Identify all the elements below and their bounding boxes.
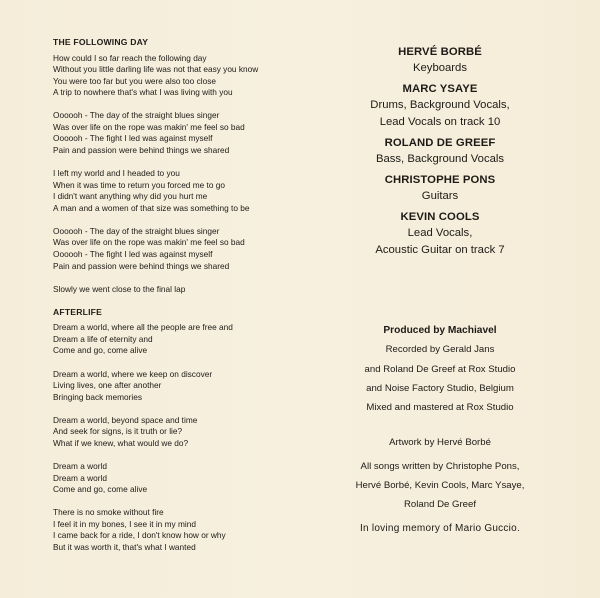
member-role: Drums, Background Vocals, xyxy=(370,99,510,111)
stanza xyxy=(53,110,323,156)
production-credits xyxy=(330,321,550,538)
member-name: MARC YSAYE xyxy=(402,83,478,95)
lyric-line: I came back for a ride, I don't know how or why xyxy=(53,530,226,541)
songwriting-line: Hervé Borbé, Kevin Cools, Marc Ysaye, xyxy=(355,480,525,492)
lyric-line: Living lives, one after another xyxy=(53,380,162,391)
stanza xyxy=(53,461,323,496)
lyric-line: Dream a life of eternity and xyxy=(53,333,153,344)
stanza xyxy=(53,322,323,357)
stanza xyxy=(53,284,323,296)
member-roland-de-greef xyxy=(340,136,540,168)
song-title: AFTERLIFE xyxy=(53,306,103,317)
lyric-line: Bringing back memories xyxy=(53,391,142,402)
lyric-line: Oooooh - The day of the straight blues singer xyxy=(53,110,220,121)
lyric-line: Without you little darling life was not that easy you know xyxy=(53,64,259,75)
lyric-line: Was over life on the rope was makin' me feel so bad xyxy=(53,237,245,248)
memorial-dedication: In loving memory of Mario Guccio. xyxy=(360,522,520,534)
member-role: Lead Vocals, xyxy=(407,227,473,239)
lyric-line: Pain and passion were behind things we shared xyxy=(53,144,230,155)
lyrics-column xyxy=(53,37,323,565)
member-role: Bass, Background Vocals xyxy=(375,153,505,165)
lyric-line: I didn't want anything why did you hurt me xyxy=(53,191,208,202)
lyric-line: There is no smoke without fire xyxy=(53,507,164,518)
lyric-line: Oooooh - The fight I led was against myself xyxy=(53,133,213,144)
stanza xyxy=(53,53,323,99)
song-the-following-day xyxy=(53,37,323,295)
lyric-line: A man and a women of that size was something to be xyxy=(53,202,250,213)
song-title: THE FOLLOWING DAY xyxy=(53,37,149,47)
lyric-line: Dream a world, beyond space and time xyxy=(53,414,198,425)
lyric-line: I left my world and I headed to you xyxy=(53,168,180,179)
recorded-line: and Noise Factory Studio, Belgium xyxy=(366,382,514,394)
member-role: Lead Vocals on track 10 xyxy=(379,116,501,128)
stanza xyxy=(53,226,323,272)
produced-by: Produced by Machiavel xyxy=(383,325,497,336)
lyric-line: Come and go, come alive xyxy=(53,484,148,495)
lyric-line: Dream a world, where all the people are free and xyxy=(53,322,233,333)
stanza xyxy=(53,415,323,450)
song-afterlife xyxy=(53,307,323,554)
stanza xyxy=(53,507,323,553)
lyric-line: Oooooh - The fight I led was against myself xyxy=(53,248,213,259)
lyric-line: And seek for signs, is it truth or lie? xyxy=(53,426,183,437)
lyric-line: I feel it in my bones, I see it in my mind xyxy=(53,518,196,529)
lyric-line: Slowly we went close to the final lap xyxy=(53,283,186,294)
artwork-credit: Artwork by Hervé Borbé xyxy=(389,437,491,449)
lyric-line: Was over life on the rope was makin' me feel so bad xyxy=(53,121,245,132)
lyric-line: Pain and passion were behind things we shared xyxy=(53,260,230,271)
member-name: CHRISTOPHE PONS xyxy=(384,174,496,186)
lyric-line: Dream a world xyxy=(53,472,107,483)
lyric-line: A trip to nowhere that's what I was living with you xyxy=(53,87,233,98)
lyric-line: You were too far but you were also too close xyxy=(53,75,216,86)
member-marc-ysaye xyxy=(340,82,540,131)
member-name: ROLAND DE GREEF xyxy=(384,137,496,149)
lyric-line: Oooooh - The day of the straight blues singer xyxy=(53,225,220,236)
lyric-line: Come and go, come alive xyxy=(53,345,148,356)
member-kevin-cools xyxy=(340,210,540,259)
lyric-line: But it was worth it, that's what I wanted xyxy=(53,541,196,552)
member-role: Guitars xyxy=(421,190,459,202)
member-christophe-pons xyxy=(340,173,540,205)
member-role: Acoustic Guitar on track 7 xyxy=(375,244,505,256)
songwriting-line: Roland De Greef xyxy=(404,499,476,511)
recorded-line: Recorded by Gerald Jans xyxy=(385,344,495,356)
recorded-line: and Roland De Greef at Rox Studio xyxy=(364,363,516,375)
songwriting-line: All songs written by Christophe Pons, xyxy=(360,460,520,472)
band-members xyxy=(340,45,540,264)
stanza xyxy=(53,369,323,404)
member-role: Keyboards xyxy=(412,62,467,74)
member-herve-borbe xyxy=(340,45,540,77)
lyric-line: What if we knew, what would we do? xyxy=(53,437,189,448)
member-name: HERVÉ BORBÉ xyxy=(398,46,482,58)
mixed-line: Mixed and mastered at Rox Studio xyxy=(366,402,514,414)
lyric-line: Dream a world xyxy=(53,461,107,472)
stanza xyxy=(53,168,323,214)
lyric-line: Dream a world, where we keep on discover xyxy=(53,368,213,379)
lyric-line: How could I so far reach the following day xyxy=(53,52,207,63)
lyric-line: When it was time to return you forced me to go xyxy=(53,179,226,190)
member-name: KEVIN COOLS xyxy=(400,211,480,223)
